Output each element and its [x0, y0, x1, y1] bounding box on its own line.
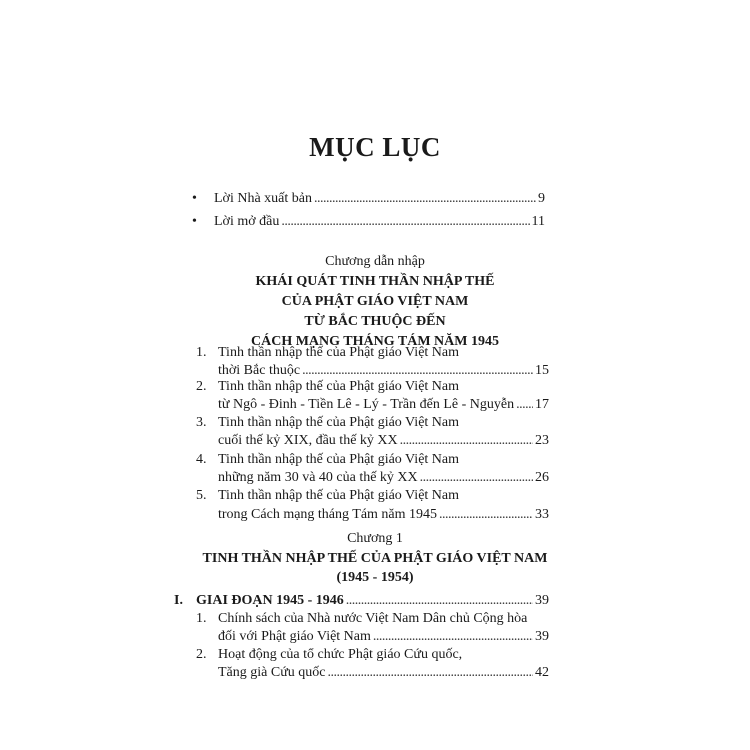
toc-entry[interactable]: những năm 30 và 40 của thế kỷ XX . . . 26	[218, 469, 549, 487]
page-title: MỤC LỤC	[309, 132, 441, 162]
chapter-heading: TINH THẦN NHẬP THẾ CỦA PHẬT GIÁO VIỆT NAM	[202, 551, 548, 566]
section-number: I.	[174, 593, 183, 608]
chapter-label: Chương dẫn nhập	[325, 254, 425, 269]
toc-entry[interactable]: cuối thế kỷ XIX, đầu thế kỷ XX . . . 23	[218, 432, 549, 450]
toc-entry[interactable]: thời Bắc thuộc . . . 15	[218, 362, 549, 380]
dot-leader	[373, 628, 533, 646]
dot-leader	[346, 592, 533, 610]
item-number: 2.	[196, 647, 207, 662]
dot-leader	[314, 190, 536, 208]
page-number: 23	[535, 433, 549, 448]
dot-leader	[281, 213, 529, 231]
bullet-icon: •	[192, 214, 197, 229]
item-number: 2.	[196, 379, 207, 394]
toc-entry[interactable]: đối với Phật giáo Việt Nam . . . 39	[218, 628, 549, 646]
page-number: 39	[535, 629, 549, 644]
bullet-icon: •	[192, 191, 197, 206]
toc-entry-line[interactable]: Tinh thần nhập thế của Phật giáo Việt Nam	[218, 415, 460, 430]
page-number: 42	[535, 665, 549, 680]
item-number: 4.	[196, 452, 207, 467]
toc-entry-line[interactable]: Tinh thần nhập thế của Phật giáo Việt Nam	[218, 452, 460, 467]
page-number: 17	[535, 397, 549, 412]
chapter-heading-line: CỦA PHẬT GIÁO VIỆT NAM	[281, 294, 469, 309]
chapter-heading-line: KHÁI QUÁT TINH THẦN NHẬP THẾ	[255, 274, 495, 289]
toc-section-entry[interactable]: GIAI ĐOẠN 1945 - 1946 . . . 39	[196, 592, 549, 610]
page-number: 33	[535, 507, 549, 522]
page-number: 39	[535, 593, 549, 608]
toc-entry-line[interactable]: Tinh thần nhập thế của Phật giáo Việt Nam	[218, 345, 460, 360]
toc-entry[interactable]: Lời mở đầu . . . 11	[214, 213, 545, 231]
dot-leader	[439, 506, 533, 524]
toc-entry-line[interactable]: Tinh thần nhập thế của Phật giáo Việt Nam	[218, 488, 460, 503]
chapter-years: (1945 - 1954)	[336, 570, 414, 585]
chapter-label: Chương 1	[347, 531, 403, 546]
dot-leader	[400, 432, 533, 450]
page-number: 11	[531, 214, 545, 229]
dot-leader	[516, 396, 533, 414]
item-number: 5.	[196, 488, 207, 503]
toc-entry[interactable]: Lời Nhà xuất bản . . . 9	[214, 190, 545, 208]
page-number: 26	[535, 470, 549, 485]
toc-entry-line[interactable]: Chính sách của Nhà nước Việt Nam Dân chủ Cộng hòa	[218, 611, 528, 626]
chapter-heading-line: TỪ BẮC THUỘC ĐẾN	[304, 314, 446, 329]
item-number: 3.	[196, 415, 207, 430]
page-number: 9	[538, 191, 545, 206]
toc-entry-line[interactable]: Tinh thần nhập thế của Phật giáo Việt Nam	[218, 379, 460, 394]
chapter-heading-line: CÁCH MẠNG THÁNG TÁM NĂM 1945	[251, 334, 499, 349]
toc-entry[interactable]: trong Cách mạng tháng Tám năm 1945 . . . 33	[218, 506, 549, 524]
item-number: 1.	[196, 611, 207, 626]
dot-leader	[328, 664, 533, 682]
page-number: 15	[535, 363, 549, 378]
item-number: 1.	[196, 345, 207, 360]
toc-entry-line[interactable]: Hoạt động của tổ chức Phật giáo Cứu quốc,	[218, 647, 463, 662]
toc-entry[interactable]: từ Ngô - Đinh - Tiền Lê - Lý - Trần đến Lê - Nguyễn . . . 17	[218, 396, 549, 414]
dot-leader	[420, 469, 533, 487]
toc-entry[interactable]: Tăng già Cứu quốc . . . 42	[218, 664, 549, 682]
